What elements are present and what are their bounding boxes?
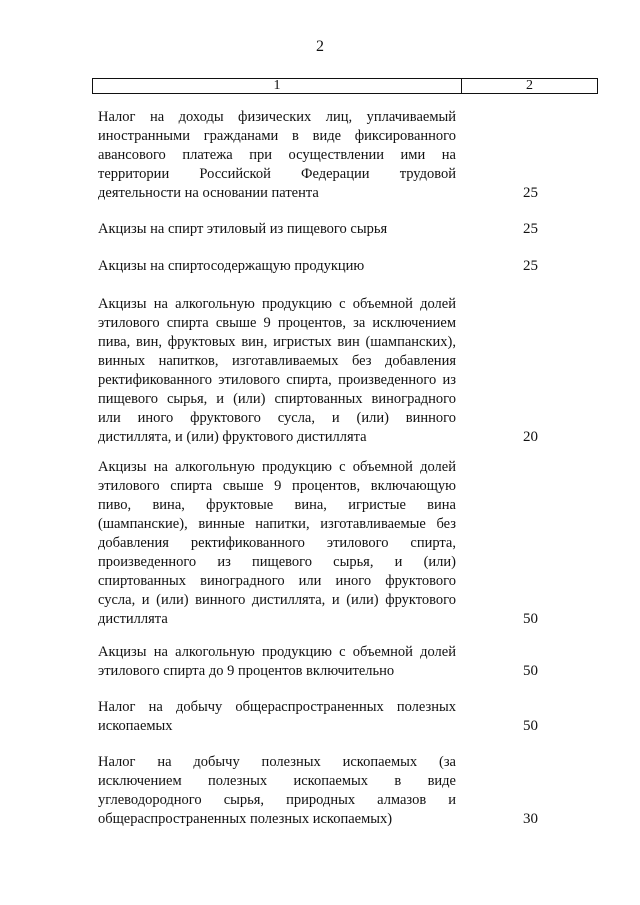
tax-rate: 50 [523,663,538,679]
header-col-1: 1 [93,79,462,93]
description-line: (шампанские), винные напитки, изготавливаемые без [98,516,456,532]
tax-row [98,643,558,681]
tax-description [98,108,456,203]
description-line: исключением полезных ископаемых в виде [98,773,456,789]
description-line: дистиллята [98,611,168,627]
description-line: или иного фруктового сусла, и (или) винного [98,410,456,426]
tax-rate: 25 [523,221,538,237]
description-line: Акцизы на спирт этиловый из пищевого сырья [98,221,388,237]
tax-description [98,643,456,681]
description-line: иностранными гражданами в виде фиксированного [98,128,456,144]
table-header [92,78,598,94]
tax-description [98,753,456,829]
description-line: этилового спирта свыше 9 процентов, за исключением [98,315,456,331]
tax-description [98,698,456,736]
header-col-2: 2 [526,78,533,93]
tax-rate: 25 [523,185,538,201]
tax-row [98,458,558,629]
description-line: углеводородного сырья, природных алмазов и [98,792,456,808]
description-line: авансового платежа при осуществлении ими на [98,147,456,163]
tax-rate: 20 [523,429,538,445]
description-line: сусла, и (или) винного дистиллята, и (или) фруктового [98,592,456,608]
description-line: пищевого сырья, и (или) спиртованных виноградного [98,391,456,407]
tax-row [98,295,558,447]
description-line: Налог на добычу полезных ископаемых (за [98,754,456,770]
description-line: пива, вин, фруктовых вин, игристых вин (шампанских), [98,334,456,350]
description-line: Акцизы на алкогольную продукцию с объемной долей [98,644,456,660]
tax-row [98,108,558,203]
description-line: Налог на добычу общераспространенных полезных [98,699,456,715]
description-line: Акцизы на спиртосодержащую продукцию [98,258,365,274]
description-line: территории Российской Федерации трудовой [98,166,456,182]
tax-rate: 30 [523,811,538,827]
tax-row [98,753,558,829]
description-line: ископаемых [98,718,173,734]
tax-row [98,698,558,736]
description-line: ректификованного этилового спирта, произведенного из [98,372,456,388]
tax-description [98,458,456,629]
description-line: Налог на доходы физических лиц, уплачиваемый [98,109,456,125]
description-line: дистиллята, и (или) фруктового дистиллята [98,429,367,445]
description-line: Акцизы на алкогольную продукцию с объемной долей [98,459,456,475]
description-line: Акцизы на алкогольную продукцию с объемной долей [98,296,456,312]
tax-rate: 50 [523,611,538,627]
description-line: пиво, вина, фруктовые вина, игристые вина [98,497,456,513]
description-line: этилового спирта свыше 9 процентов, включающую [98,478,456,494]
description-line: добавления ректификованного этилового спирта, [98,535,456,551]
description-line: винных напитков, изготавливаемых без добавления [98,353,456,369]
page-number: 2 [316,38,324,55]
tax-row [98,257,558,276]
tax-description [98,257,456,276]
tax-row [98,220,558,239]
description-line: этилового спирта до 9 процентов включительно [98,663,395,679]
tax-rate: 25 [523,258,538,274]
description-line: спиртованных виноградного или иного фруктового [98,573,456,589]
tax-rate: 50 [523,718,538,734]
tax-description [98,220,456,239]
description-line: произведенного из пищевого сырья, и (или) [98,554,456,570]
tax-description [98,295,456,447]
description-line: деятельности на основании патента [98,185,319,201]
description-line: общераспространенных полезных ископаемых) [98,811,393,827]
